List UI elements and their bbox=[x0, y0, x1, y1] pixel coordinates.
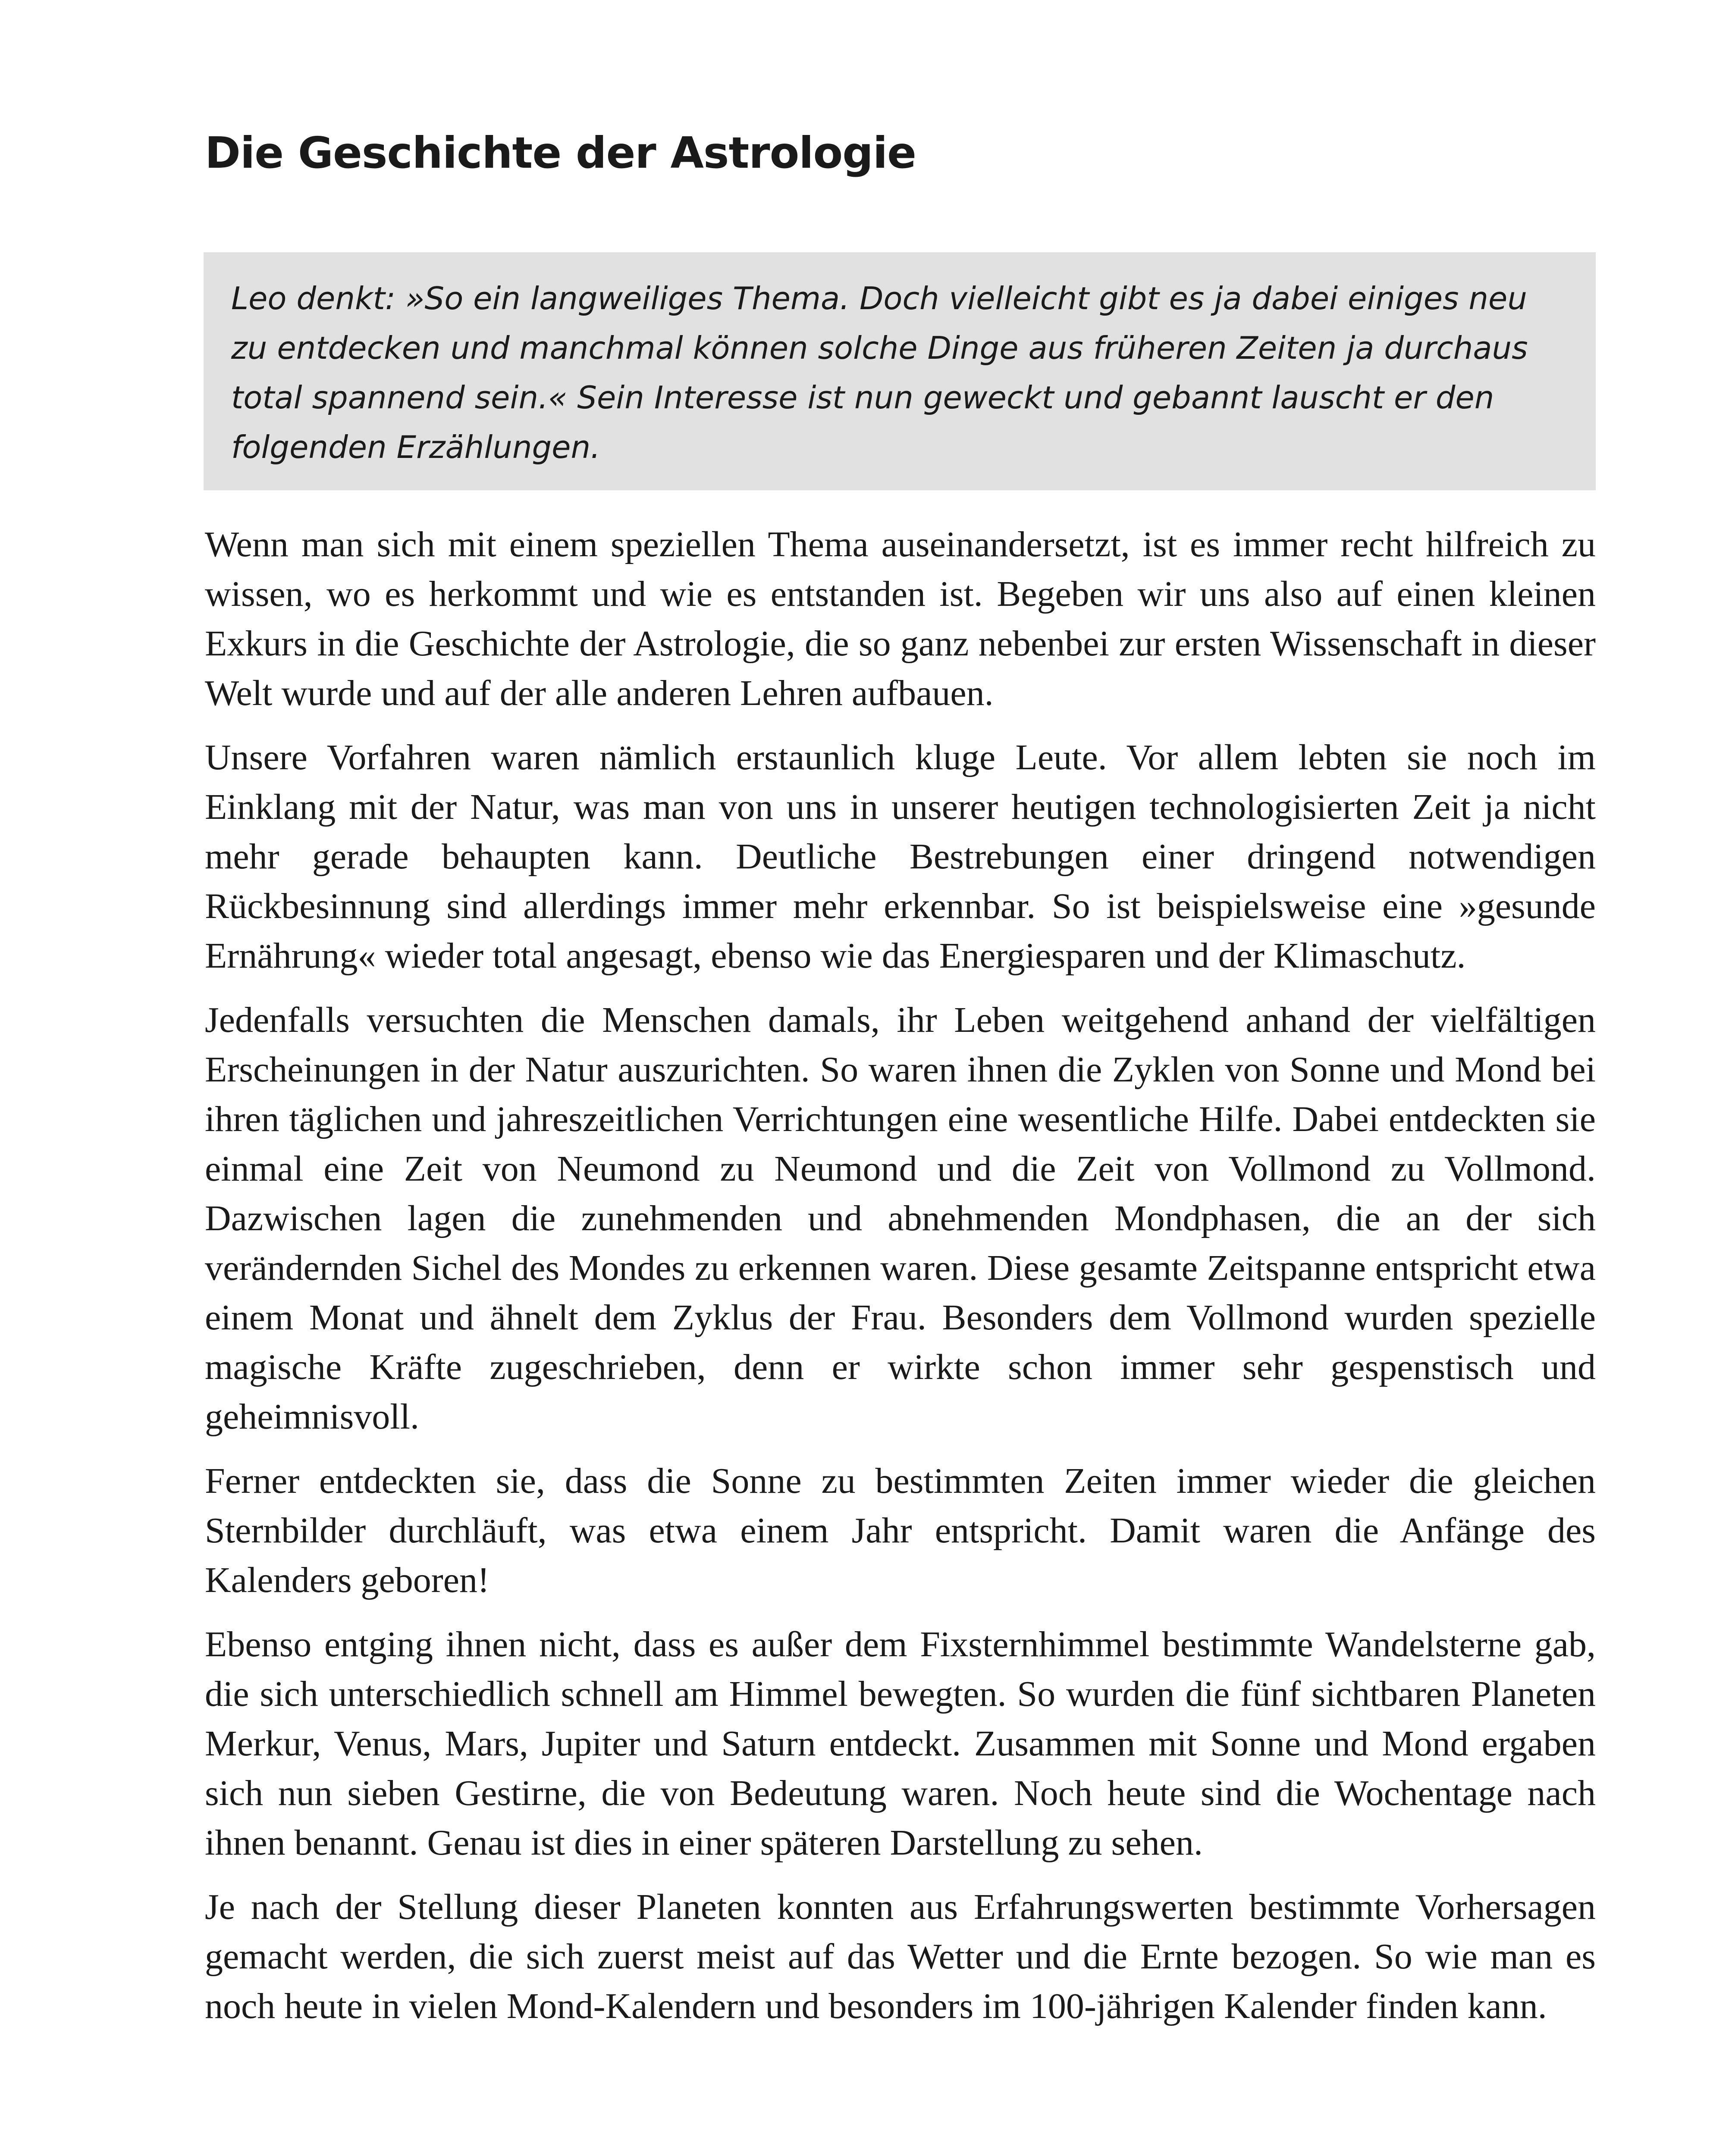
chapter-heading: Die Geschichte der Astrologie bbox=[205, 128, 916, 178]
paragraph: Ferner entdeckten sie, dass die Sonne zu bestimmten Zeiten immer wieder die gleichen Sternbilder durchläuft, was etwa einem Jahr entspricht. Damit waren die Anfänge des Kalenders geboren! bbox=[205, 1461, 1596, 1600]
paragraph: Wenn man sich mit einem speziellen Thema auseinandersetzt, ist es immer recht hilfreich zu wissen, wo es herkommt und wie es entstanden ist. Begeben wir uns also auf einen kleinen Exkurs in die Geschichte der Astrologie, die so ganz nebenbei zur ersten Wissenschaft in dieser Welt wurde und auf der alle anderen Lehren aufbauen. bbox=[205, 524, 1596, 713]
paragraph: Unsere Vorfahren waren nämlich erstaunlich kluge Leute. Vor allem lebten sie noch im Einklang mit der Natur, was man von uns in unserer heutigen technologisierten Zeit ja nicht mehr gerade behaupten kann. Deutliche Bestrebungen einer dringend notwendigen Rückbesinnung sind allerdings immer mehr erkennbar. So ist beispielsweise eine »gesunde Ernährung« wieder total angesagt, ebenso wie das Energiesparen und der Klimaschutz. bbox=[205, 737, 1596, 976]
callout-text: Leo denkt: »So ein langweiliges Thema. Doch vielleicht gibt es ja dabei einiges neu zu entdecken und manchmal können solche Dinge aus früheren Zeiten ja durchaus total spannend sein.« Sein Interesse ist nun geweckt und gebannt lauscht er den folgenden Erzählungen. bbox=[231, 280, 1528, 465]
paragraph: Jedenfalls versuchten die Menschen damals, ihr Leben weitgehend anhand der vielfältigen Erscheinungen in der Natur auszurichten. So waren ihnen die Zyklen von Sonne und Mond bei ihren täglichen und jahreszeitlichen Verrichtungen eine wesentliche Hilfe. Dabei entdeckten sie einmal eine Zeit von Neumond zu Neumond und die Zeit von Vollmond zu Vollmond. Dazwischen lagen die zunehmenden und abnehmenden Mondphasen, die an der sich verändernden Sichel des Mondes zu erkennen waren. Diese gesamte Zeitspanne entspricht etwa einem Monat und ähnelt dem Zyklus der Frau. Besonders dem Vollmond wurden spezielle magische Kräfte zugeschrieben, denn er wirkte schon immer sehr gespenstisch und geheimnisvoll. bbox=[205, 1000, 1596, 1437]
paragraph: Je nach der Stellung dieser Planeten konnten aus Erfahrungswerten bestimmte Vorhersagen gemacht werden, die sich zuerst meist auf das Wetter und die Ernte bezogen. So wie man es noch heute in vielen Mond-Kalendern und besonders im 100-jährigen Kalender finden kann. bbox=[205, 1887, 1596, 2026]
body-text bbox=[205, 520, 1596, 2046]
callout-box bbox=[204, 252, 1596, 490]
paragraph: Ebenso entging ihnen nicht, dass es außer dem Fixsternhimmel bestimmte Wandelsterne gab, die sich unterschiedlich schnell am Himmel bewegten. So wurden die fünf sichtbaren Planeten Merkur, Venus, Mars, Jupiter und Saturn entdeckt. Zusammen mit Sonne und Mond ergaben sich nun sieben Gestirne, die von Bedeutung waren. Noch heute sind die Wochentage nach ihnen benannt. Genau ist dies in einer späteren Darstellung zu sehen. bbox=[205, 1624, 1596, 1863]
